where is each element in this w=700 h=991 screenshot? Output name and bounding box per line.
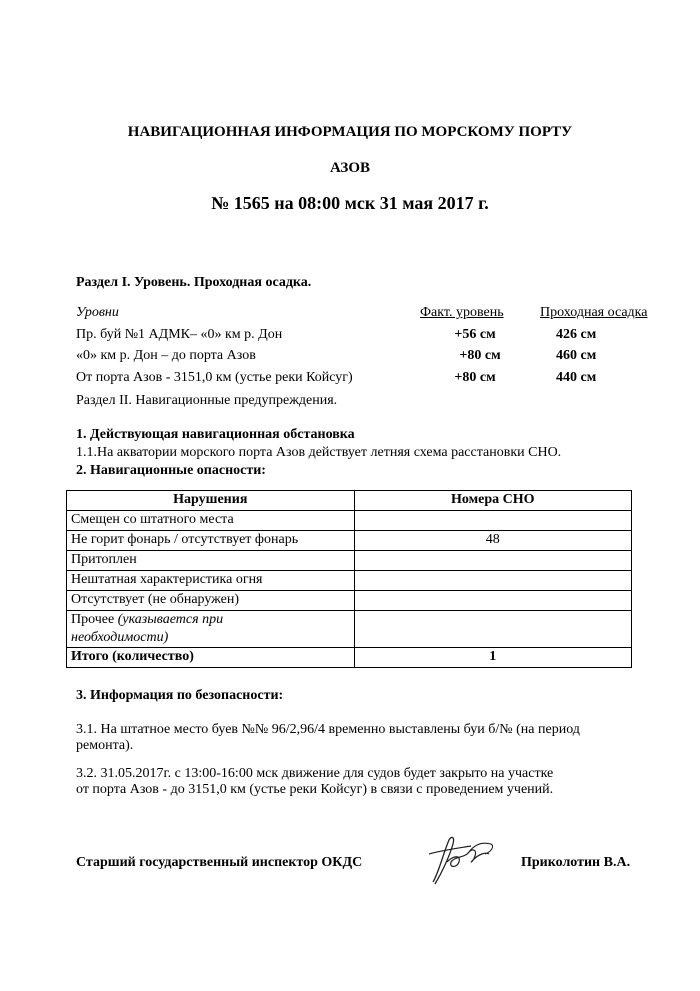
- violation-label: Смещен со штатного места: [67, 511, 355, 531]
- sno-numbers-column-header: Номера СНО: [354, 491, 631, 511]
- total-value: 1: [354, 648, 631, 668]
- total-label: Итого (количество): [67, 648, 355, 668]
- level-row-name: От порта Азов - 3151,0 км (устье реки Койсуг): [76, 370, 353, 385]
- safety-item-1-continued: ремонта).: [76, 738, 134, 753]
- levels-column-header: Уровни: [76, 305, 119, 320]
- draft-column-header: Проходная осадка: [540, 305, 648, 320]
- table-row: [67, 571, 632, 591]
- signer-name: Приколотин В.А.: [521, 855, 631, 870]
- level-row-draft: 426 см: [556, 327, 597, 342]
- level-row-draft: 460 см: [556, 348, 597, 363]
- navigation-hazards-table: [66, 490, 632, 668]
- level-row-name: Пр. буй №1 АДМК– «0» км р. Дон: [76, 327, 283, 342]
- other-label: Прочее: [71, 612, 118, 627]
- sno-number: 48: [354, 531, 631, 551]
- bulletin-number-date: № 1565 на 08:00 мск 31 мая 2017 г.: [211, 193, 489, 213]
- level-row-draft: 440 см: [556, 370, 597, 385]
- sno-number: [354, 511, 631, 531]
- level-row-fact: +80 см: [459, 348, 501, 363]
- other-note-continued: необходимости): [71, 630, 169, 645]
- section2-heading: Раздел II. Навигационные предупреждения.: [76, 393, 338, 408]
- current-situation-text: 1.1.На акватории морского порта Азов действует летняя схема расстановки СНО.: [76, 445, 562, 460]
- level-row-name: «0» км р. Дон – до порта Азов: [76, 348, 256, 363]
- table-row: [67, 511, 632, 531]
- handwritten-signature: [425, 832, 505, 888]
- table-row-other: [67, 611, 632, 648]
- safety-item-1: 3.1. На штатное место буев №№ 96/2,96/4 временно выставлены буи б/№ (на период: [76, 722, 580, 737]
- navigation-hazards-heading: 2. Навигационные опасности:: [76, 463, 266, 478]
- other-note: (указывается при: [117, 612, 224, 627]
- other-violation-cell: [67, 611, 355, 648]
- level-row-fact: +56 см: [454, 327, 496, 342]
- port-name: АЗОВ: [329, 160, 371, 176]
- violation-label: Нештатная характеристика огня: [67, 571, 355, 591]
- sno-number: [354, 591, 631, 611]
- sno-number: [354, 571, 631, 591]
- table-row: [67, 591, 632, 611]
- table-row: [67, 551, 632, 571]
- safety-item-2-continued: от порта Азов - до 3151,0 км (устье реки Койсуг) в связи с проведением учений.: [76, 782, 554, 797]
- signer-position: Старший государственный инспектор ОКДС: [76, 855, 363, 870]
- table-row: [67, 531, 632, 551]
- safety-info-heading: 3. Информация по безопасности:: [76, 688, 284, 703]
- sno-number: [354, 611, 631, 648]
- violations-column-header: Нарушения: [67, 491, 355, 511]
- fact-level-column-header: Факт. уровень: [420, 305, 504, 320]
- sno-number: [354, 551, 631, 571]
- table-total-row: [67, 648, 632, 668]
- section1-heading: Раздел I. Уровень. Проходная осадка.: [76, 275, 312, 290]
- violation-label: Притоплен: [67, 551, 355, 571]
- table-header-row: [67, 491, 632, 511]
- current-situation-heading: 1. Действующая навигационная обстановка: [76, 427, 355, 442]
- violation-label: Не горит фонарь / отсутствует фонарь: [67, 531, 355, 551]
- level-row-fact: +80 см: [454, 370, 496, 385]
- safety-item-2: 3.2. 31.05.2017г. с 13:00-16:00 мск движение для судов будет закрыто на участке: [76, 766, 554, 781]
- violation-label: Отсутствует (не обнаружен): [67, 591, 355, 611]
- document-title: НАВИГАЦИОННАЯ ИНФОРМАЦИЯ ПО МОРСКОМУ ПОРТУ: [127, 124, 573, 140]
